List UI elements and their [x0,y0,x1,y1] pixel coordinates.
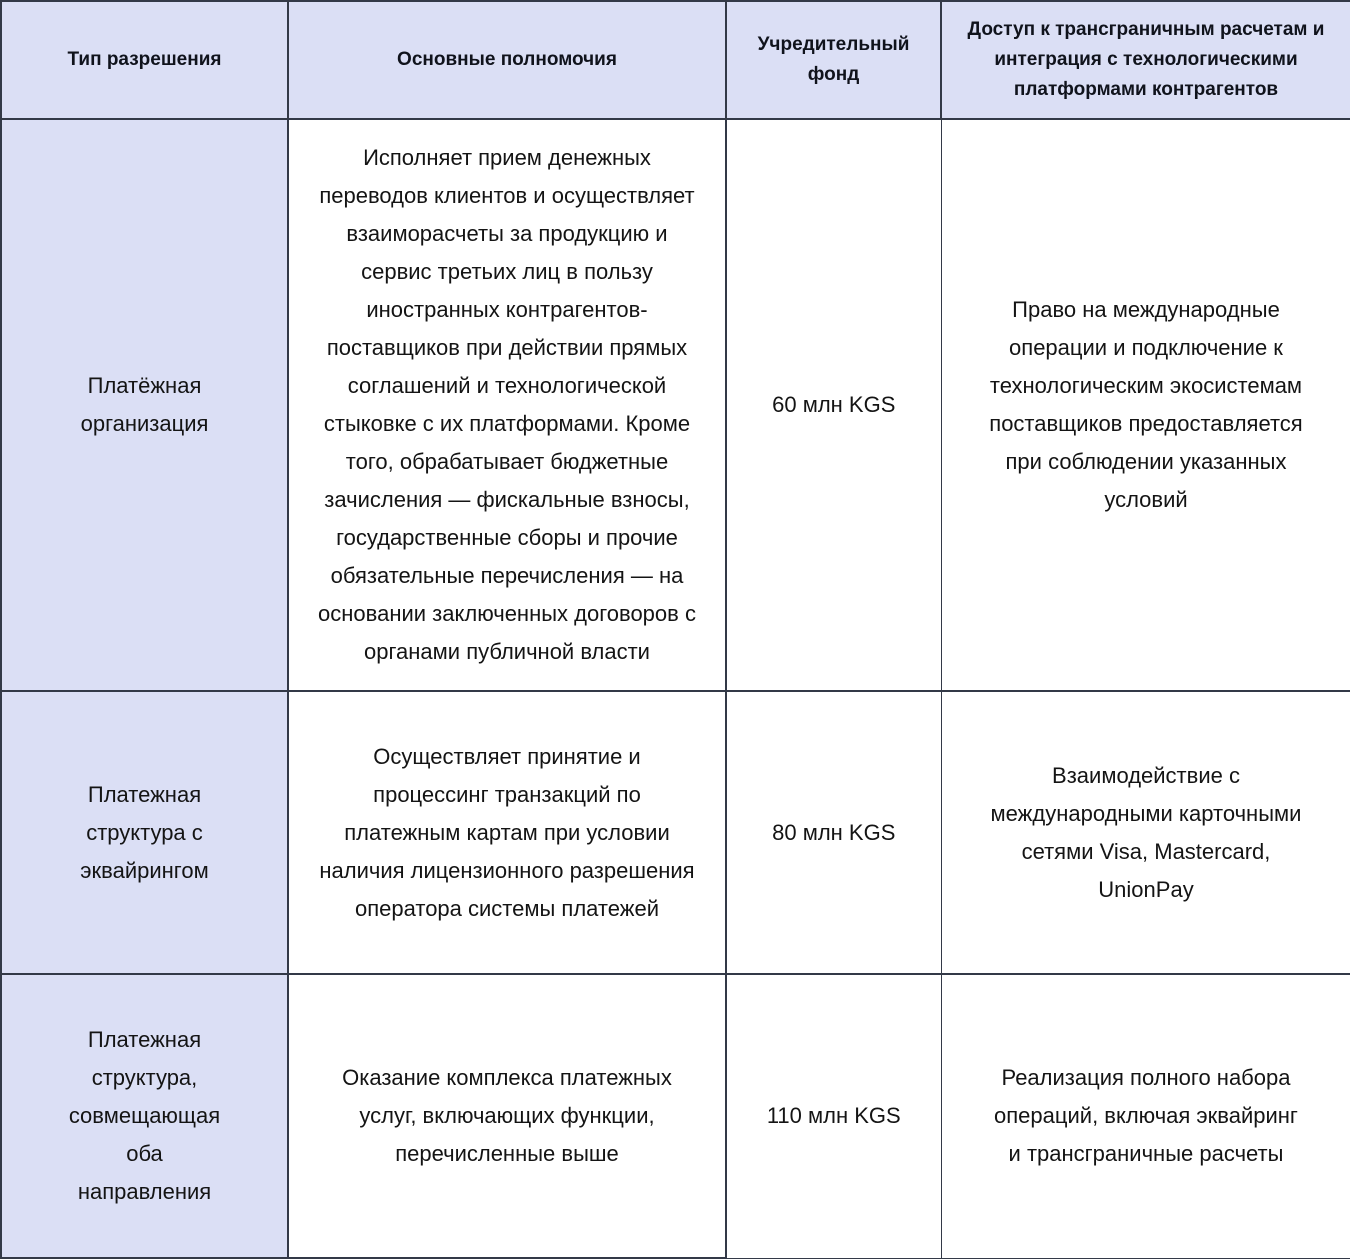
header-main-powers: Основные полномочия [288,1,726,119]
header-permission-type: Тип разрешения [1,1,288,119]
table-row-acquiring-structure [1,691,1350,974]
cell-founding-fund: 60 млн KGS [726,119,941,691]
header-row [1,1,1350,119]
header-crossborder-access: Доступ к трансграничным расчетам и интеграция с технологическими платформами контрагентов [941,1,1350,119]
table-row-combined-structure [1,974,1350,1258]
cell-permission-type: Платежная структура с эквайрингом [1,691,288,974]
cell-main-powers: Оказание комплекса платежных услуг, включающих функции, перечисленные выше [288,974,726,1258]
cell-crossborder-access: Реализация полного набора операций, включая эквайринг и трансграничные расчеты [941,974,1350,1258]
cell-main-powers: Исполняет прием денежных переводов клиентов и осуществляет взаиморасчеты за продукцию и сервис третьих лиц в пользу иностранных контрагентов-поставщиков при действии прямых соглашений и технологической стыковке с их платформами. Кроме того, обрабатывает бюджетные зачисления — фискальные взносы, государственные сборы и прочие обязательные перечисления — на основании заключенных договоров с органами публичной власти [288,119,726,691]
cell-founding-fund: 110 млн KGS [726,974,941,1258]
cell-permission-type: Платежная структура, совмещающая оба направления [1,974,288,1258]
cell-main-powers: Осуществляет принятие и процессинг транзакций по платежным картам при условии наличия лицензионного разрешения оператора системы платежей [288,691,726,974]
cell-crossborder-access: Взаимодействие с международными карточными сетями Visa, Mastercard, UnionPay [941,691,1350,974]
cell-founding-fund: 80 млн KGS [726,691,941,974]
cell-permission-type: Платёжная организация [1,119,288,691]
table-row-payment-organization [1,119,1350,691]
cell-crossborder-access: Право на международные операции и подключение к технологическим экосистемам поставщиков предоставляется при соблюдении указанных условий [941,119,1350,691]
header-founding-fund: Учредительный фонд [726,1,941,119]
